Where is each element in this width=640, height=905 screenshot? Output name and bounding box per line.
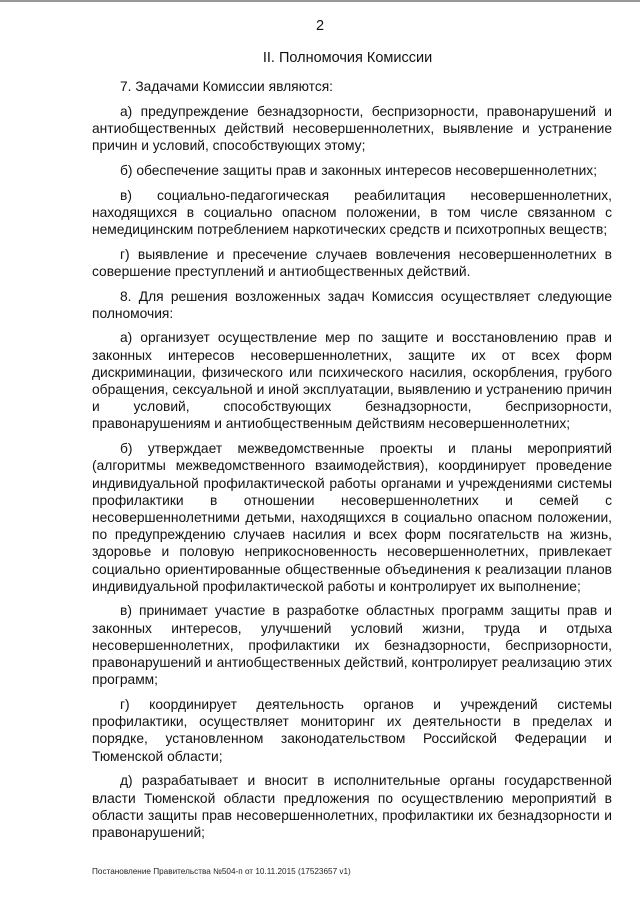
paragraph-8d: д) разрабатывает и вносит в исполнительные органы государственной власти Тюменской области предложения по осуществлению мероприятий в области защиты прав несовершеннолетних, профилактики их безнадзорности и правонарушений; xyxy=(92,773,612,840)
paragraph-7g: г) выявление и пресечение случаев вовлечения несовершеннолетних в совершение преступлений и антиобщественных действий. xyxy=(92,246,612,279)
paragraph-7a: а) предупреждение безнадзорности, беспризорности, правонарушений и антиобщественных действий несовершеннолетних, выявление и устранение причин и условий, способствующих этому; xyxy=(92,103,612,154)
scan-edge xyxy=(0,0,640,2)
document-body xyxy=(92,78,612,849)
paragraph-8g: г) координирует деятельность органов и учреждений системы профилактики, осуществляет мониторинг их деятельности в пределах и порядке, установленном законодательством Российской Федерации и Тюменской области; xyxy=(92,697,612,764)
section-title: II. Полномочия Комиссии xyxy=(262,50,433,66)
paragraph-8v: в) принимает участие в разработке областных программ защиты прав и законных интересов, улучшений условий жизни, труда и отдыха несовершеннолетних, профилактики их безнадзорности, беспризорности, правонарушений и антиобщественных действий, контролирует реализацию этих программ; xyxy=(92,603,612,688)
paragraph-7v: в) социально-педагогическая реабилитация несовершеннолетних, находящихся в социально опасном положении, в том числе связанном с немедицинским потреблением наркотических средств и психотропных веществ; xyxy=(92,187,612,237)
footer-reference: Постановление Правительства №504-п от 10.11.2015 (17523657 v1) xyxy=(92,867,351,876)
paragraph-8b: б) утверждает межведомственные проекты и планы мероприятий (алгоритмы межведомственного взаимодействия), координирует проведение индивидуальной профилактической работы органами и учреждениями системы профилактики в отношении несовершеннолетних и семей с несовершеннолетними детьми, находящихся в социально опасном положении, по предупреждению случаев насилия и всех форм посягательств на жизнь, здоровье и половую неприкосновенность несовершеннолетних, привлекает социально ориентированные общественные объединения к реализации планов индивидуальной профилактической работы и контролирует их выполнение; xyxy=(92,441,612,594)
paragraph-7b: б) обеспечение защиты прав и законных интересов несовершеннолетних; xyxy=(120,162,598,178)
paragraph-8a: а) организует осуществление мер по защите и восстановлению прав и законных интересов несовершеннолетних, защите их от всех форм дискриминации, физического или психического насилия, оскорбления, грубого обращения, сексуальной и иной эксплуатации, выявлению и устранению причин и условий, способствующих безнадзорности, беспризорности, правонарушениям и антиобщественным действиям несовершеннолетних; xyxy=(92,330,612,432)
paragraph-8: 8. Для решения возложенных задач Комиссия осуществляет следующие полномочия: xyxy=(92,288,612,321)
paragraph-7: 7. Задачами Комиссии являются: xyxy=(120,79,334,94)
page-number: 2 xyxy=(315,18,325,34)
